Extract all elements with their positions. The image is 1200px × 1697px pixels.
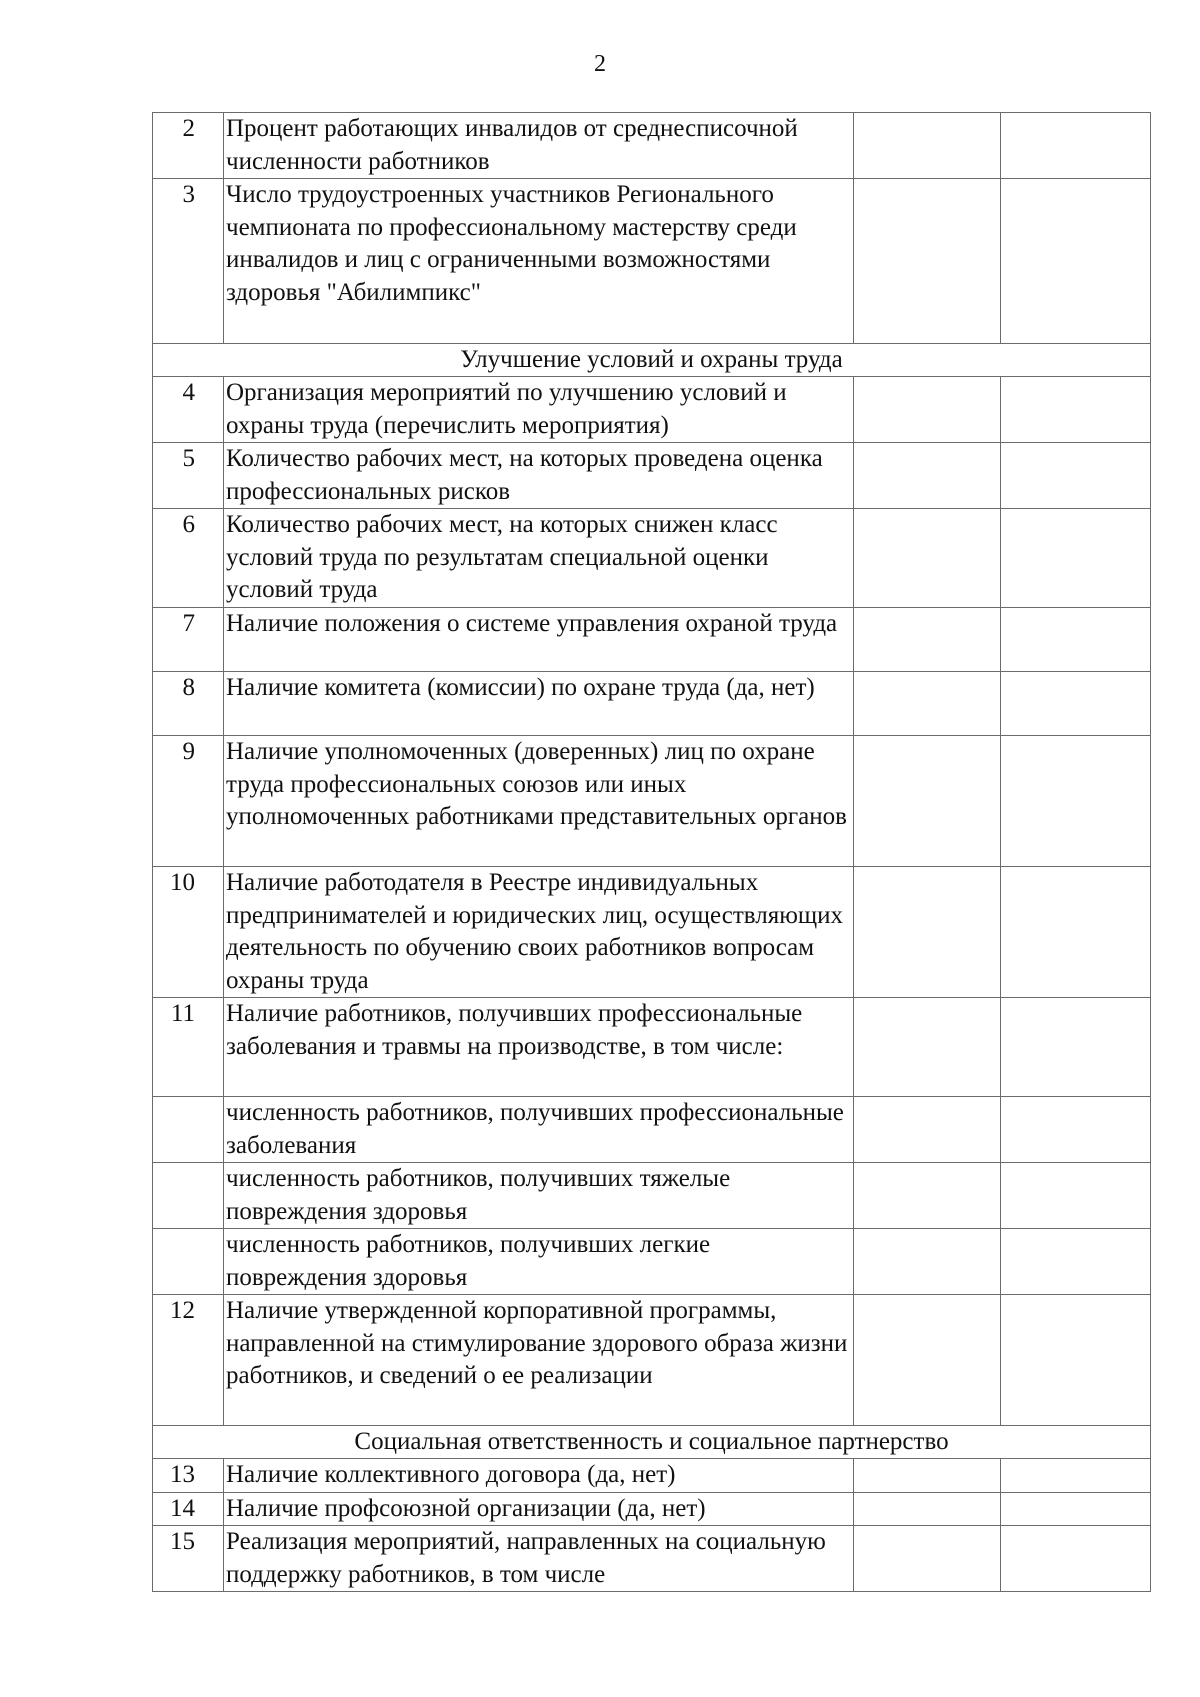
value-cell: [1001, 1229, 1151, 1295]
row-number: 15: [153, 1526, 224, 1592]
row-text: Число трудоустроенных участников Регионального чемпионата по профессиональному мастерству среди инвалидов и лиц с ограниченными возможностями здоровья "Абилимпикс": [224, 179, 854, 344]
value-cell: [854, 608, 1001, 672]
row-text: Количество рабочих мест, на которых снижен класс условий труда по результатам специальной оценки условий труда: [224, 509, 854, 608]
row-number: 12: [153, 1295, 224, 1426]
value-cell: [854, 1229, 1001, 1295]
value-cell: [854, 1163, 1001, 1229]
table-row: [153, 1526, 1151, 1592]
row-text: численность работников, получивших тяжелые повреждения здоровья: [224, 1163, 854, 1229]
value-cell: [854, 1295, 1001, 1426]
row-number: 8: [153, 672, 224, 736]
value-cell: [854, 113, 1001, 179]
table-row: [153, 1492, 1151, 1526]
value-cell: [1001, 1459, 1151, 1493]
value-cell: [854, 377, 1001, 443]
table-row: [153, 1163, 1151, 1229]
row-text: Наличие положения о системе управления охраной труда: [224, 608, 854, 672]
row-number: 9: [153, 736, 224, 867]
row-number: 3: [153, 179, 224, 344]
row-text: Наличие комитета (комиссии) по охране труда (да, нет): [224, 672, 854, 736]
table-row: [153, 1295, 1151, 1426]
value-cell: [854, 736, 1001, 867]
table-row: [153, 377, 1151, 443]
value-cell: [1001, 1526, 1151, 1592]
row-text: Реализация мероприятий, направленных на социальную поддержку работников, в том числе: [224, 1526, 854, 1592]
value-cell: [1001, 179, 1151, 344]
table-row: [153, 179, 1151, 344]
row-number: 11: [153, 998, 224, 1097]
value-cell: [1001, 1492, 1151, 1526]
value-cell: [1001, 1097, 1151, 1163]
row-text: численность работников, получивших легкие повреждения здоровья: [224, 1229, 854, 1295]
row-number: 2: [153, 113, 224, 179]
row-number: 13: [153, 1459, 224, 1493]
row-text: Организация мероприятий по улучшению условий и охраны труда (перечислить мероприятия): [224, 377, 854, 443]
row-number: 14: [153, 1492, 224, 1526]
value-cell: [1001, 608, 1151, 672]
value-cell: [854, 1459, 1001, 1493]
indicators-table: [152, 112, 1151, 1592]
table-row: [153, 1097, 1151, 1163]
row-text: Наличие уполномоченных (доверенных) лиц по охране труда профессиональных союзов или иных уполномоченных работниками представительных органов: [224, 736, 854, 867]
section-header: [153, 1426, 1151, 1459]
table-row: [153, 608, 1151, 672]
page-number: 2: [594, 51, 606, 77]
table-row: [153, 736, 1151, 867]
table-row: [153, 867, 1151, 998]
row-text: Наличие профсоюзной организации (да, нет): [224, 1492, 854, 1526]
row-text: Процент работающих инвалидов от среднесписочной численности работников: [224, 113, 854, 179]
row-number: 4: [153, 377, 224, 443]
table-row: [153, 113, 1151, 179]
value-cell: [1001, 443, 1151, 509]
value-cell: [1001, 736, 1151, 867]
row-text: Наличие работодателя в Реестре индивидуальных предпринимателей и юридических лиц, осуществляющих деятельность по обучению своих работников вопросам охраны труда: [224, 867, 854, 998]
row-number: [153, 1097, 224, 1163]
row-number: [153, 1229, 224, 1295]
row-number: 7: [153, 608, 224, 672]
value-cell: [1001, 113, 1151, 179]
table-row: [153, 1229, 1151, 1295]
row-text: Наличие утвержденной корпоративной программы, направленной на стимулирование здорового образа жизни работников, и сведений о ее реализации: [224, 1295, 854, 1426]
value-cell: [854, 1097, 1001, 1163]
row-text: Наличие работников, получивших профессиональные заболевания и травмы на производстве, в том числе:: [224, 998, 854, 1097]
row-text: численность работников, получивших профессиональные заболевания: [224, 1097, 854, 1163]
value-cell: [854, 998, 1001, 1097]
row-text: Наличие коллективного договора (да, нет): [224, 1459, 854, 1493]
row-text: Количество рабочих мест, на которых проведена оценка профессиональных рисков: [224, 443, 854, 509]
row-number: [153, 1163, 224, 1229]
table-row: [153, 672, 1151, 736]
value-cell: [1001, 509, 1151, 608]
table-row: [153, 443, 1151, 509]
table-row: [153, 509, 1151, 608]
value-cell: [1001, 998, 1151, 1097]
value-cell: [854, 179, 1001, 344]
value-cell: [854, 443, 1001, 509]
value-cell: [854, 1526, 1001, 1592]
table-row: [153, 998, 1151, 1097]
value-cell: [1001, 867, 1151, 998]
value-cell: [854, 1492, 1001, 1526]
value-cell: [854, 867, 1001, 998]
value-cell: [854, 509, 1001, 608]
value-cell: [1001, 1295, 1151, 1426]
value-cell: [854, 672, 1001, 736]
section-title: Социальная ответственность и социальное партнерство: [153, 1426, 1151, 1459]
row-number: 6: [153, 509, 224, 608]
value-cell: [1001, 1163, 1151, 1229]
section-title: Улучшение условий и охраны труда: [153, 344, 1151, 377]
table-row: [153, 1459, 1151, 1493]
value-cell: [1001, 672, 1151, 736]
row-number: 5: [153, 443, 224, 509]
row-number: 10: [153, 867, 224, 998]
section-header: [153, 344, 1151, 377]
value-cell: [1001, 377, 1151, 443]
